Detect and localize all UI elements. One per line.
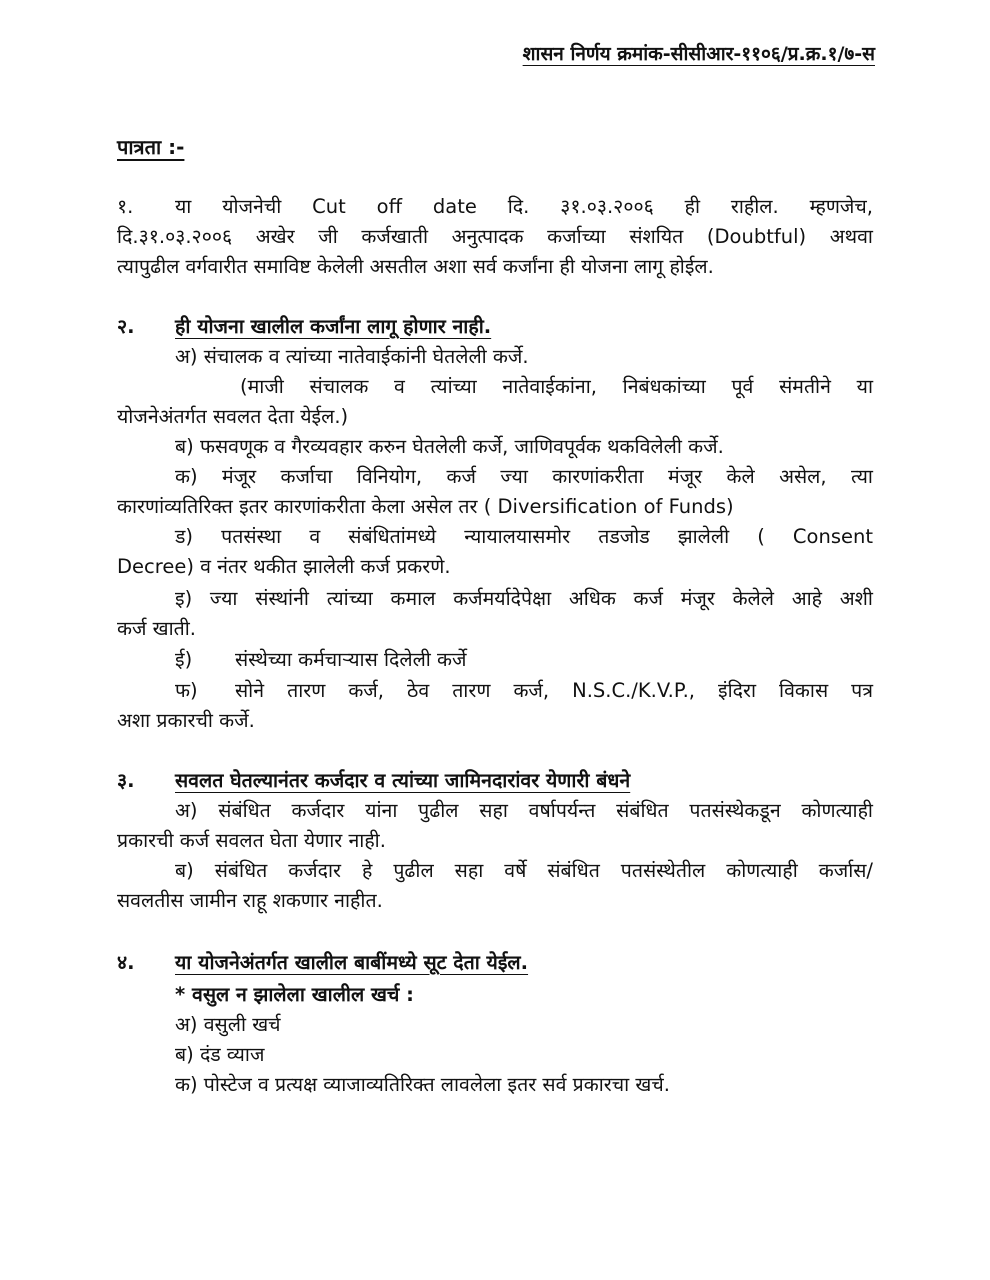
section3-item-b-line2: सवलतीस जामीन राहू शकणार नाहीत. (117, 889, 383, 912)
section2-item-e-line2: कर्ज खाती. (117, 617, 197, 640)
section2-item-a-note-line2: योजनेअंतर्गत सवलत देता येईल.) (117, 405, 349, 428)
section3-number: ३. (117, 769, 135, 792)
section4-item-a: अ) वसुली खर्च (175, 1013, 281, 1036)
section2-item-d-line2: Decree) व नंतर थकीत झालेली कर्ज प्रकरणे. (117, 555, 451, 578)
section2-item-g-line2: अशा प्रकारची कर्जे. (117, 709, 255, 732)
section1-number: १. (117, 195, 134, 218)
section1-text-line1: या योजनेची Cut off date दि. ३१.०३.२००६ ही राहील. म्हणजेच, (175, 195, 873, 218)
section2-item-c-line2: कारणांव्यतिरिक्त इतर कारणांकरीता केला असेल तर ( Diversification of Funds) (117, 495, 734, 518)
section2-title: ही योजना खालील कर्जांना लागू होणार नाही. (175, 315, 492, 338)
section4-heading (117, 948, 528, 978)
section4-item-b: ब) दंड व्याज (175, 1043, 265, 1066)
section2-item-a-note-line1: (माजी संचालक व त्यांच्या नातेवाईकांना, निबंधकांच्या पूर्व संमतीने या (240, 375, 873, 398)
section2-item-f-label: ई) (175, 648, 193, 671)
section3-heading (117, 766, 630, 796)
section2-item-d-line1: ड) पतसंस्था व संबंधितांमध्ये न्यायालयासमोर तडजोड झालेली ( Consent (175, 525, 873, 548)
section2-number: २. (117, 315, 135, 338)
section2-item-f (175, 645, 467, 675)
section3-title: सवलत घेतल्यानंतर कर्जदार व त्यांच्या जामिनदारांवर येणारी बंधने (175, 769, 631, 792)
section2-item-c-line1: क) मंजूर कर्जाचा विनियोग, कर्ज ज्या कारणांकरीता मंजूर केले असेल, त्या (175, 465, 873, 488)
section2-item-f-text: संस्थेच्या कर्मचाऱ्यास दिलेली कर्जे (235, 648, 467, 671)
section2-item-g-label: फ) (175, 679, 198, 702)
eligibility-heading: पात्रता :- (117, 135, 185, 159)
section4-item-c: क) पोस्टेज व प्रत्यक्ष व्याजाव्यतिरिक्त लावलेला इतर सर्व प्रकारचा खर्च. (175, 1073, 670, 1096)
section4-number: ४. (117, 951, 135, 974)
section2-item-g-line1 (175, 676, 873, 706)
section3-item-a-line2: प्रकारची कर्ज सवलत घेता येणार नाही. (117, 829, 386, 852)
section2-heading (117, 312, 491, 342)
section4-title: या योजनेअंतर्गत खालील बाबींमध्ये सूट देता येईल. (175, 951, 529, 974)
section2-item-b: ब) फसवणूक व गैरव्यवहार करुन घेतलेली कर्जे, जाणिवपूर्वक थकविलेली कर्जे. (175, 435, 724, 458)
section3-item-b-line1: ब) संबंधित कर्जदार हे पुढील सहा वर्षे संबंधित पतसंस्थेतील कोणत्याही कर्जास/ (175, 859, 873, 882)
section3-item-a-line1: अ) संबंधित कर्जदार यांना पुढील सहा वर्षापर्यन्त संबंधित पतसंस्थेकडून कोणत्याही (175, 799, 873, 822)
section1-line3: त्यापुढील वर्गवारीत समाविष्ट केलेली असतील अशा सर्व कर्जांना ही योजना लागू होईल. (117, 255, 714, 278)
section2-item-g-text: सोने तारण कर्ज, ठेव तारण कर्ज, N.S.C./K.V.P., इंदिरा विकास पत्र (235, 679, 873, 702)
government-resolution-reference: शासन निर्णय क्रमांक-सीसीआर-११०६/प्र.क्र.१/७-स (522, 43, 875, 65)
section1-line2: दि.३१.०३.२००६ अखेर जी कर्जखाती अनुत्पादक कर्जाच्या संशयित (Doubtful) अथवा (117, 225, 873, 248)
section1-line1 (117, 192, 873, 222)
section4-subheading: * वसुल न झालेला खालील खर्च : (175, 983, 414, 1006)
section2-item-a: अ) संचालक व त्यांच्या नातेवाईकांनी घेतलेली कर्जे. (175, 345, 529, 368)
section2-item-e-line1: इ) ज्या संस्थांनी त्यांच्या कमाल कर्जमर्यादेपेक्षा अधिक कर्ज मंजूर केलेले आहे अशी (175, 587, 873, 610)
